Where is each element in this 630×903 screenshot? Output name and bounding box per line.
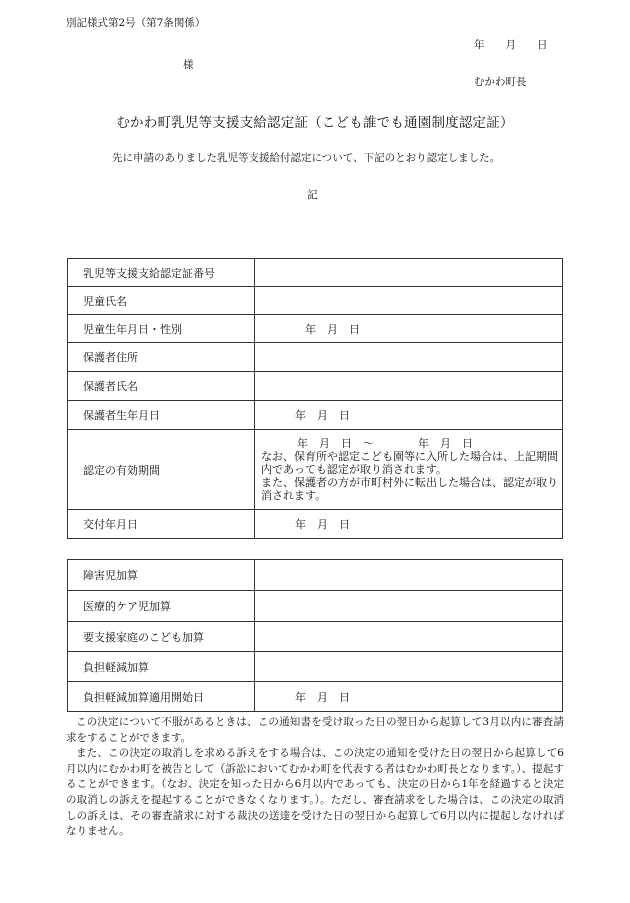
row-value [255, 560, 563, 591]
row-label: 医療的ケア児加算 [68, 591, 255, 622]
additions-table [67, 559, 563, 712]
validity-dates: 年 月 日 ～ 年 月 日 [297, 437, 473, 450]
intro-text: 先に申請のありました乳児等支援給付認定について、下記のとおり認定しました。 [112, 152, 501, 164]
table-row [68, 315, 563, 343]
row-value: 年 月 日 [295, 409, 350, 422]
table-row [68, 652, 563, 682]
row-value [255, 259, 563, 287]
row-label: 乳児等支援支給認定証番号 [68, 259, 255, 287]
row-label: 児童生年月日・性別 [68, 315, 255, 343]
table-row [68, 682, 563, 712]
page-title: むかわ町乳児等支援支給認定証（こども誰でも通園制度認定証） [116, 115, 514, 131]
validity-label: 認定の有効期間 [68, 430, 255, 510]
validity-cell [255, 430, 563, 510]
date-line: 年 月 日 [474, 39, 548, 51]
row-label: 保護者住所 [68, 343, 255, 372]
row-value [255, 652, 563, 682]
appeal-paragraph: この決定について不服があるときは、この通知書を受け取った日の翌日から起算して3月以内に審査請求をすることができます。 [66, 716, 564, 744]
table-row [68, 259, 563, 287]
row-value [255, 591, 563, 622]
row-value [255, 343, 563, 372]
table-row [68, 591, 563, 622]
form-label: 別記様式第2号（第7条関係） [66, 17, 206, 29]
row-label: 児童氏名 [68, 287, 255, 315]
validity-note-1: なお、保育所や認定こども園等に入所した場合は、上記期間内であっても認定が取り消されます。 [261, 450, 558, 476]
row-label: 要支援家庭のこども加算 [68, 622, 255, 652]
table-row [68, 622, 563, 652]
row-value [255, 287, 563, 315]
table-row [68, 343, 563, 372]
appeal-notes [66, 715, 564, 840]
issuer-name: むかわ町長 [474, 76, 527, 88]
row-label: 障害児加算 [68, 560, 255, 591]
row-value: 年 月 日 [295, 518, 350, 531]
ki-heading: 記 [307, 189, 318, 201]
row-value [255, 622, 563, 652]
row-value: 年 月 日 [305, 322, 360, 336]
row-value [255, 372, 563, 401]
table-row [68, 510, 563, 539]
certificate-table [67, 258, 563, 539]
validity-note-2: また、保護者の方が市町村外に転出した場合は、認定が取り消されます。 [261, 476, 558, 502]
row-label: 交付年月日 [68, 510, 255, 539]
addressee-suffix: 様 [183, 59, 194, 71]
row-value: 年 月 日 [295, 690, 350, 704]
table-row [68, 401, 563, 430]
row-label: 負担軽減加算 [68, 652, 255, 682]
table-row [68, 372, 563, 401]
table-row [68, 430, 563, 510]
row-label: 負担軽減加算適用開始日 [68, 682, 255, 712]
row-label: 保護者生年月日 [68, 401, 255, 430]
row-label: 保護者氏名 [68, 372, 255, 401]
table-row [68, 287, 563, 315]
lawsuit-paragraph: また、この決定の取消しを求める訴えをする場合は、この決定の通知を受けた日の翌日から起算して6月以内にむかわ町を被告として（訴訟においてむかわ町を代表する者はむかわ町長となります。）、提起することができます。（なお、決定を知った日から6月以内であっても、決定の日から1年を経過すると決定の取消しの訴えを提起することができなくなります。）。ただし、審査請求をした場合は、この決定の取消しの訴えは、その審査請求に対する裁決の送達を受けた日の翌日から起算して6月以内に提起しなければなりません。 [66, 747, 564, 838]
table-row [68, 560, 563, 591]
